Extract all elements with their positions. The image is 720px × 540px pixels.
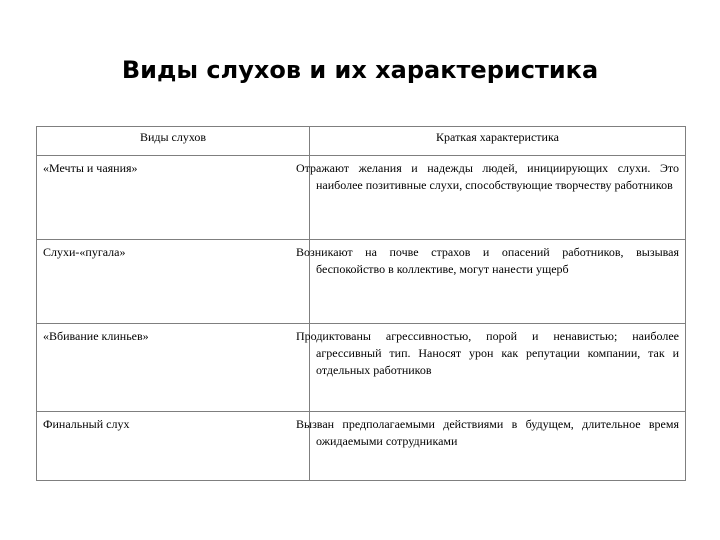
table-row (37, 324, 686, 412)
header-rumor-type: Виды слухов (37, 127, 310, 156)
rumor-description: Отражают желания и надежды людей, инициирующих слухи. Это наиболее позитивные слухи, способствующие творчеству работников (310, 156, 686, 240)
rumor-name: «Вбивание клиньев» (37, 324, 310, 412)
table-row (37, 156, 686, 240)
rumor-types-table (36, 126, 686, 481)
table-header-row (37, 127, 686, 156)
rumor-name: Финальный слух (37, 412, 310, 481)
header-short-description: Краткая характеристика (310, 127, 686, 156)
rumor-name: Слухи-«пугала» (37, 240, 310, 324)
rumor-description: Вызван предполагаемыми действиями в будущем, длительное время ожидаемыми сотрудниками (310, 412, 686, 481)
rumor-name: «Мечты и чаяния» (37, 156, 310, 240)
rumor-description: Продиктованы агрессивностью, порой и ненавистью; наиболее агрессивный тип. Наносят урон как репутации компании, так и отдельных работников (310, 324, 686, 412)
slide-title: Виды слухов и их характеристика (121, 56, 599, 84)
rumor-description: Возникают на почве страхов и опасений работников, вызывая беспокойство в коллективе, могут нанести ущерб (310, 240, 686, 324)
table-row (37, 240, 686, 324)
table-row (37, 412, 686, 481)
